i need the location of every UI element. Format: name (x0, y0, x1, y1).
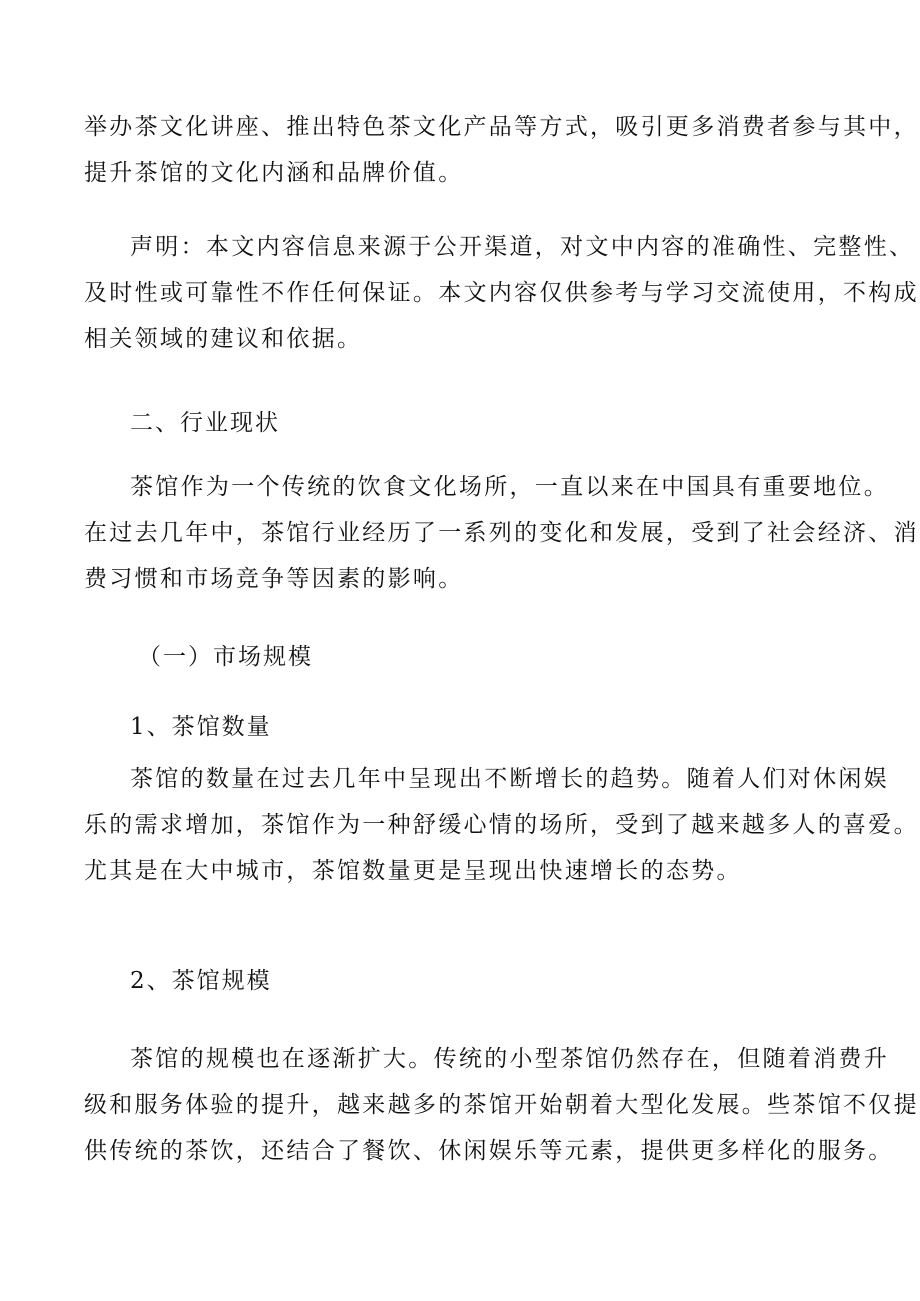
text-line: 相关领域的建议和依据。 (84, 326, 363, 352)
text-line: 尤其是在大中城市，茶馆数量更是呈现出快速增长的态势。 (84, 858, 742, 884)
text-line: 茶馆的数量在过去几年中呈现出不断增长的趋势。随着人们对休闲娱 (130, 766, 889, 792)
intro-paragraph (84, 104, 919, 196)
subsection-heading: （一）市场规模 (138, 644, 313, 670)
text-line: 提升茶馆的文化内涵和品牌价值。 (84, 160, 464, 186)
item2-body-paragraph (84, 1036, 919, 1174)
text-line: 乐的需求增加，茶馆作为一种舒缓心情的场所，受到了越来越多人的喜爱。 (84, 812, 919, 838)
text-line: 供传统的茶饮，还结合了餐饮、休闲娱乐等元素，提供更多样化的服务。 (84, 1138, 894, 1164)
text-line: 级和服务体验的提升，越来越多的茶馆开始朝着大型化发展。些茶馆不仅提 (84, 1092, 919, 1118)
text-line: 举办茶文化讲座、推出特色茶文化产品等方式，吸引更多消费者参与其中， (84, 114, 919, 140)
text-line: 及时性或可靠性不作任何保证。本文内容仅供参考与学习交流使用，不构成 (84, 280, 919, 306)
section-heading: 二、行业现状 (130, 410, 280, 436)
text-line: 在过去几年中，茶馆行业经历了一系列的变化和发展，受到了社会经济、消 (84, 520, 919, 546)
section-intro-paragraph (84, 464, 919, 602)
text-line: 费习惯和市场竞争等因素的影响。 (84, 566, 464, 592)
text-line: 茶馆作为一个传统的饮食文化场所，一直以来在中国具有重要地位。 (130, 474, 889, 500)
text-line: 声明：本文内容信息来源于公开渠道，对文中内容的准确性、完整性、 (130, 234, 915, 260)
disclaimer-paragraph (84, 224, 919, 362)
text-line: 茶馆的规模也在逐渐扩大。传统的小型茶馆仍然存在，但随着消费升 (130, 1046, 889, 1072)
item1-heading: 1、茶馆数量 (130, 714, 272, 740)
item1-body-paragraph (84, 756, 919, 894)
item2-heading: 2、茶馆规模 (130, 968, 272, 994)
